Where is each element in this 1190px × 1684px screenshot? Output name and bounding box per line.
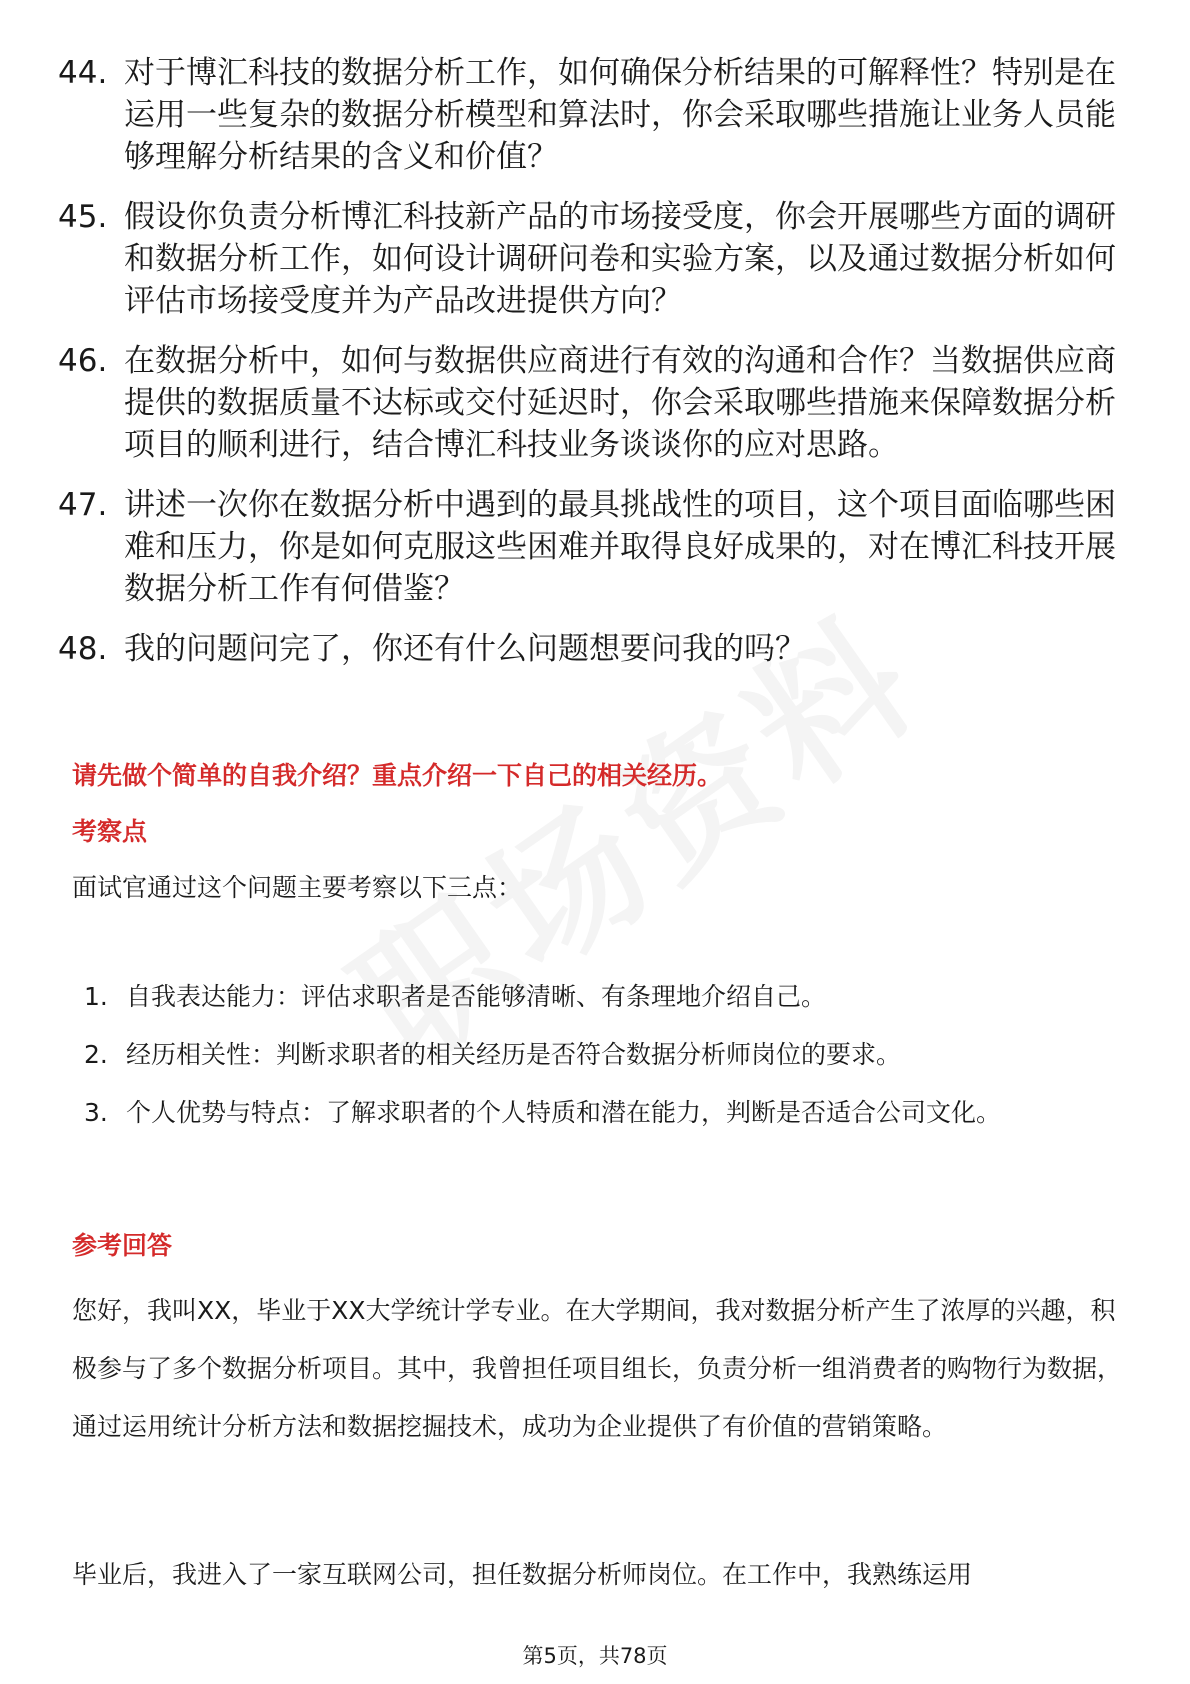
question-number: 47. [58, 487, 108, 523]
focus-heading: 考察点 [72, 817, 148, 846]
answer-paragraph: 毕业后，我进入了一家互联网公司，担任数据分析师岗位。在工作中，我熟练运用 [72, 1560, 973, 1589]
question-item [58, 628, 1138, 670]
question-item [58, 196, 1138, 322]
question-text: 我的问题问完了，你还有什么问题想要问我的吗？ [124, 631, 806, 667]
list-item-number: 2. [84, 1040, 108, 1069]
question-number: 48. [58, 631, 108, 667]
question-item [58, 52, 1138, 178]
question-text: 对于博汇科技的数据分析工作，如何确保分析结果的可解释性？特别是在运用一些复杂的数据分析模型和算法时，你会采取哪些措施让业务人员能够理解分析结果的含义和价值？ [124, 55, 1116, 175]
answer-paragraph: 您好，我叫XX，毕业于XX大学统计学专业。在大学期间，我对数据分析产生了浓厚的兴趣，积极参与了多个数据分析项目。其中，我曾担任项目组长，负责分析一组消费者的购物行为数据，通过运用统计分析方法和数据挖掘技术，成功为企业提供了有价值的营销策略。 [72, 1296, 1123, 1441]
question-item [58, 340, 1138, 466]
list-item [84, 968, 1124, 1026]
question-text: 讲述一次你在数据分析中遇到的最具挑战性的项目，这个项目面临哪些困难和压力，你是如何克服这些困难并取得良好成果的，对在博汇科技开展数据分析工作有何借鉴？ [124, 487, 1116, 607]
list-item-text: 个人优势与特点：了解求职者的个人特质和潜在能力，判断是否适合公司文化。 [126, 1098, 1002, 1127]
list-item [84, 1084, 1124, 1142]
question-text: 假设你负责分析博汇科技新产品的市场接受度，你会开展哪些方面的调研和数据分析工作，如何设计调研问卷和实验方案，以及通过数据分析如何评估市场接受度并为产品改进提供方向？ [124, 199, 1116, 319]
page-footer: 第5页，共78页 [522, 1644, 668, 1668]
question-number: 45. [58, 199, 108, 235]
list-item-number: 3. [84, 1098, 108, 1127]
list-item-text: 自我表达能力：评估求职者是否能够清晰、有条理地介绍自己。 [126, 982, 827, 1011]
list-item-text: 经历相关性：判断求职者的相关经历是否符合数据分析师岗位的要求。 [126, 1040, 902, 1069]
question-number: 46. [58, 343, 108, 379]
list-item [84, 1026, 1124, 1084]
question-item [58, 484, 1138, 610]
question-text: 在数据分析中，如何与数据供应商进行有效的沟通和合作？当数据供应商提供的数据质量不达标或交付延迟时，你会采取哪些措施来保障数据分析项目的顺利进行，结合博汇科技业务谈谈你的应对思路。 [124, 343, 1116, 463]
focus-point-list [84, 968, 1124, 1142]
question-number: 44. [58, 55, 108, 91]
focus-intro: 面试官通过这个问题主要考察以下三点： [72, 873, 523, 902]
section-title: 请先做个简单的自我介绍？重点介绍一下自己的相关经历。 [72, 761, 723, 790]
question-list [58, 52, 1138, 688]
list-item-number: 1. [84, 982, 108, 1011]
answer-heading: 参考回答 [72, 1231, 173, 1260]
